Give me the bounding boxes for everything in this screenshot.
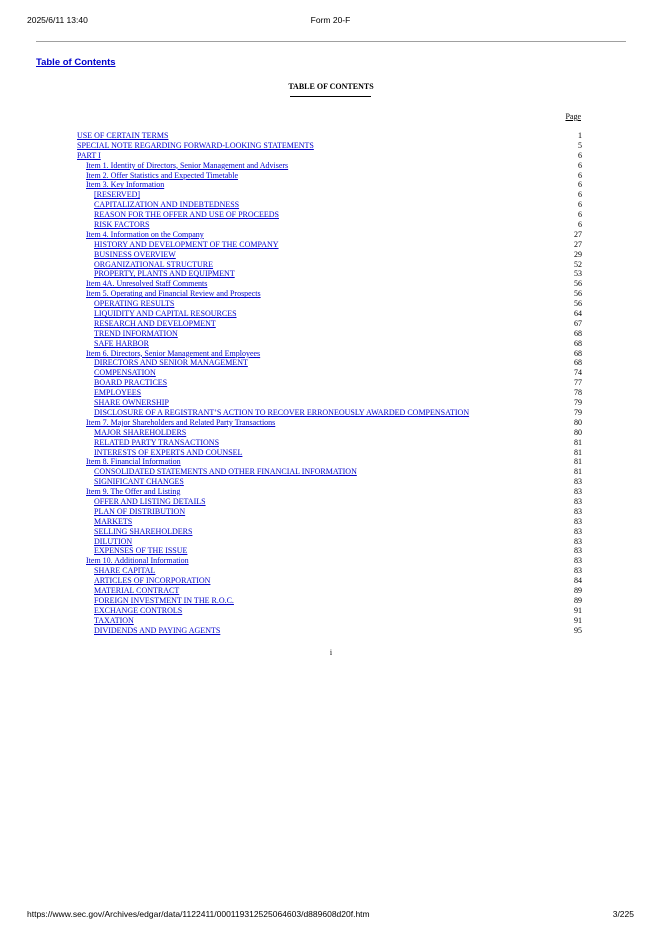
toc-entry	[77, 467, 582, 477]
toc-entry-page: 83	[574, 566, 582, 576]
toc-entry-page: 84	[574, 576, 582, 586]
toc-entry-page: 6	[578, 210, 582, 220]
toc-entry	[77, 141, 582, 151]
toc-entry-page: 68	[574, 358, 582, 368]
toc-entry-page: 27	[574, 229, 582, 239]
toc-entry-page: 67	[574, 318, 582, 328]
toc-entry-link[interactable]: DIRECTORS AND SENIOR MANAGEMENT	[94, 358, 248, 368]
toc-entry	[77, 240, 582, 250]
toc-entry-link[interactable]: OPERATING RESULTS	[94, 299, 175, 309]
toc-entry	[77, 368, 582, 378]
toc-entry	[77, 220, 582, 230]
toc-entry-page: 52	[574, 259, 582, 269]
toc-entry	[77, 596, 582, 606]
toc-entry-link[interactable]: Item 9. The Offer and Listing	[86, 487, 181, 497]
toc-entry	[77, 616, 582, 626]
toc-entry-page: 83	[574, 526, 582, 536]
toc-entry	[77, 210, 582, 220]
toc-entry	[77, 448, 582, 458]
toc-entry	[77, 606, 582, 616]
toc-entry-link[interactable]: REASON FOR THE OFFER AND USE OF PROCEEDS	[94, 210, 279, 220]
toc-entry-page: 6	[578, 150, 582, 160]
toc-entry-link[interactable]: DISCLOSURE OF A REGISTRANT’S ACTION TO RECOVER ERRONEOUSLY AWARDED COMPENSATION	[94, 407, 470, 417]
toc-entry	[77, 408, 582, 418]
toc-entry	[77, 190, 582, 200]
toc-entry-page: 81	[574, 457, 582, 467]
toc-entry-link[interactable]: FOREIGN INVESTMENT IN THE R.O.C.	[94, 595, 234, 605]
toc-entry-link[interactable]: CAPITALIZATION AND INDEBTEDNESS	[94, 200, 240, 210]
print-title: Form 20-F	[310, 15, 351, 25]
toc-entry-page: 83	[574, 546, 582, 556]
toc-entry-page: 83	[574, 516, 582, 526]
toc-entry-link[interactable]: SHARE OWNERSHIP	[94, 398, 169, 408]
toc-entry	[77, 418, 582, 428]
toc-entry-link[interactable]: COMPENSATION	[94, 368, 156, 378]
print-footer	[27, 909, 634, 923]
toc-entry-link[interactable]: OFFER AND LISTING DETAILS	[94, 496, 206, 506]
page-number: i	[329, 648, 333, 657]
toc-entry-page: 6	[578, 200, 582, 210]
print-datetime: 2025/6/11 13:40	[27, 15, 88, 25]
toc-entry-link[interactable]: EXCHANGE CONTROLS	[94, 605, 183, 615]
toc-entry-link[interactable]: ORGANIZATIONAL STRUCTURE	[94, 259, 214, 269]
toc-entry-link[interactable]: PLAN OF DISTRIBUTION	[94, 506, 186, 516]
toc-entry-link[interactable]: Item 8. Financial Information	[86, 457, 181, 467]
toc-entry	[77, 378, 582, 388]
toc-entry-page: 27	[574, 239, 582, 249]
toc-entry-page: 79	[574, 407, 582, 417]
toc-entry-link[interactable]: BUSINESS OVERVIEW	[94, 249, 176, 259]
toc-entry-link[interactable]: Item 1. Identity of Directors, Senior Management and Advisers	[86, 160, 289, 170]
toc-entry-link[interactable]: Item 4. Information on the Company	[86, 229, 204, 239]
toc-entry-link[interactable]: SIGNIFICANT CHANGES	[94, 477, 184, 487]
toc-entry-page: 83	[574, 536, 582, 546]
toc-entry-link[interactable]: MAJOR SHAREHOLDERS	[94, 427, 187, 437]
toc-entry-link[interactable]: SAFE HARBOR	[94, 338, 149, 348]
toc-entry	[77, 299, 582, 309]
toc-entry	[77, 230, 582, 240]
toc-entry-page: 68	[574, 338, 582, 348]
toc-entry-page: 56	[574, 299, 582, 309]
toc-entry	[77, 319, 582, 329]
toc-entry-link[interactable]: PROPERTY, PLANTS AND EQUIPMENT	[94, 269, 235, 279]
header-divider	[36, 41, 626, 42]
toc-entry-page: 78	[574, 388, 582, 398]
toc-entry	[77, 250, 582, 260]
toc-entry	[77, 546, 582, 556]
toc-entry-link[interactable]: Item 6. Directors, Senior Management and Employees	[86, 348, 261, 358]
toc-entry-link[interactable]: SELLING SHAREHOLDERS	[94, 526, 193, 536]
toc-entry	[77, 388, 582, 398]
toc-entry	[77, 349, 582, 359]
toc-entry-page: 6	[578, 190, 582, 200]
toc-entry-link[interactable]: RELATED PARTY TRANSACTIONS	[94, 437, 220, 447]
toc-entry-link[interactable]: Item 4A. Unresolved Staff Comments	[86, 279, 208, 289]
toc-entry-page: 6	[578, 180, 582, 190]
toc-title-underline	[290, 96, 371, 97]
toc-entry-link[interactable]: LIQUIDITY AND CAPITAL RESOURCES	[94, 309, 237, 319]
toc-entry-page: 83	[574, 477, 582, 487]
toc-entry	[77, 457, 582, 467]
toc-entry-page: 56	[574, 289, 582, 299]
toc-entry	[77, 438, 582, 448]
toc-entry-page: 68	[574, 328, 582, 338]
toc-entry-link[interactable]: HISTORY AND DEVELOPMENT OF THE COMPANY	[94, 239, 279, 249]
toc-entry-page: 29	[574, 249, 582, 259]
toc-entry	[77, 329, 582, 339]
toc-entry	[77, 477, 582, 487]
toc-entry-link[interactable]: PART I	[77, 150, 101, 160]
toc-title: TABLE OF CONTENTS	[288, 82, 374, 91]
toc-entry-link[interactable]: DILUTION	[94, 536, 133, 546]
toc-entry	[77, 309, 582, 319]
toc-entry-page: 83	[574, 487, 582, 497]
toc-entry	[77, 556, 582, 566]
toc-entry-link[interactable]: Item 3. Key Information	[86, 180, 165, 190]
toc-entry-link[interactable]: INTERESTS OF EXPERTS AND COUNSEL	[94, 447, 243, 457]
toc-entry-page: 81	[574, 447, 582, 457]
toc-entry-link[interactable]: SHARE CAPITAL	[94, 566, 156, 576]
toc-entry-page: 64	[574, 309, 582, 319]
toc-entry-page: 80	[574, 427, 582, 437]
toc-entry-page: 95	[574, 625, 582, 635]
toc-entry-link[interactable]: BOARD PRACTICES	[94, 378, 168, 388]
toc-entry-link[interactable]: TREND INFORMATION	[94, 328, 178, 338]
toc-entry	[77, 279, 582, 289]
toc-entry-page: 79	[574, 398, 582, 408]
toc-entry-page: 81	[574, 467, 582, 477]
print-header	[27, 15, 634, 29]
print-page-count: 3/225	[612, 909, 634, 919]
toc-entry-page: 6	[578, 170, 582, 180]
toc-entry	[77, 151, 582, 161]
toc-entry-page: 80	[574, 417, 582, 427]
toc-entry	[77, 428, 582, 438]
toc-list	[77, 131, 582, 635]
toc-entry-link[interactable]: [RESERVED]	[94, 190, 141, 200]
toc-entry-link[interactable]: Item 7. Major Shareholders and Related Party Transactions	[86, 417, 276, 427]
toc-entry-link[interactable]: Item 2. Offer Statistics and Expected Timetable	[86, 170, 239, 180]
print-url: https://www.sec.gov/Archives/edgar/data/1122411/000119312525064603/d889608d20f.htm	[27, 909, 370, 919]
toc-entry-link[interactable]: MATERIAL CONTRACT	[94, 585, 180, 595]
toc-entry	[77, 566, 582, 576]
toc-entry	[77, 576, 582, 586]
toc-entry-page: 77	[574, 378, 582, 388]
toc-entry	[77, 260, 582, 270]
toc-entry-page: 89	[574, 585, 582, 595]
toc-entry	[77, 517, 582, 527]
toc-entry-link[interactable]: SPECIAL NOTE REGARDING FORWARD-LOOKING STATEMENTS	[77, 140, 314, 150]
toc-entry-page: 83	[574, 506, 582, 516]
toc-entry	[77, 269, 582, 279]
toc-entry-page: 1	[578, 131, 582, 140]
toc-entry-link[interactable]: USE OF CERTAIN TERMS	[77, 131, 169, 140]
toc-entry-page: 89	[574, 595, 582, 605]
toc-entry-page: 5	[578, 140, 582, 150]
toc-entry-link[interactable]: DIVIDENDS AND PAYING AGENTS	[94, 625, 221, 635]
toc-entry-link[interactable]: EMPLOYEES	[94, 388, 142, 398]
toc-entry	[77, 497, 582, 507]
toc-entry	[77, 626, 582, 636]
toc-entry-page: 53	[574, 269, 582, 279]
toc-entry-page: 83	[574, 556, 582, 566]
toc-entry	[77, 131, 582, 141]
toc-entry-page: 6	[578, 220, 582, 230]
toc-entry-link[interactable]: CONSOLIDATED STATEMENTS AND OTHER FINANCIAL INFORMATION	[94, 467, 357, 477]
toc-entry	[77, 339, 582, 349]
table-of-contents-link[interactable]: Table of Contents	[36, 57, 116, 68]
toc-entry-page: 56	[574, 279, 582, 289]
toc-entry	[77, 507, 582, 517]
toc-entry-page: 74	[574, 368, 582, 378]
toc-entry-link[interactable]: MARKETS	[94, 516, 133, 526]
toc-entry	[77, 537, 582, 547]
toc-entry-page: 68	[574, 348, 582, 358]
toc-entry-page: 83	[574, 496, 582, 506]
page-column-header: Page	[565, 112, 581, 121]
toc-entry-link[interactable]: RISK FACTORS	[94, 220, 150, 230]
toc-entry-link[interactable]: EXPENSES OF THE ISSUE	[94, 546, 188, 556]
toc-entry	[77, 487, 582, 497]
toc-entry-link[interactable]: ARTICLES OF INCORPORATION	[94, 576, 211, 586]
toc-entry-link[interactable]: TAXATION	[94, 615, 134, 625]
toc-entry	[77, 586, 582, 596]
toc-entry-page: 91	[574, 615, 582, 625]
toc-entry	[77, 358, 582, 368]
toc-entry-link[interactable]: RESEARCH AND DEVELOPMENT	[94, 318, 216, 328]
toc-entry	[77, 161, 582, 171]
toc-entry	[77, 398, 582, 408]
toc-entry-page: 91	[574, 605, 582, 615]
toc-entry-page: 81	[574, 437, 582, 447]
toc-entry	[77, 289, 582, 299]
toc-entry	[77, 171, 582, 181]
toc-entry	[77, 180, 582, 190]
toc-entry-page: 6	[578, 160, 582, 170]
toc-entry	[77, 527, 582, 537]
toc-entry-link[interactable]: Item 5. Operating and Financial Review and Prospects	[86, 289, 261, 299]
toc-entry	[77, 200, 582, 210]
toc-entry-link[interactable]: Item 10. Additional Information	[86, 556, 189, 566]
